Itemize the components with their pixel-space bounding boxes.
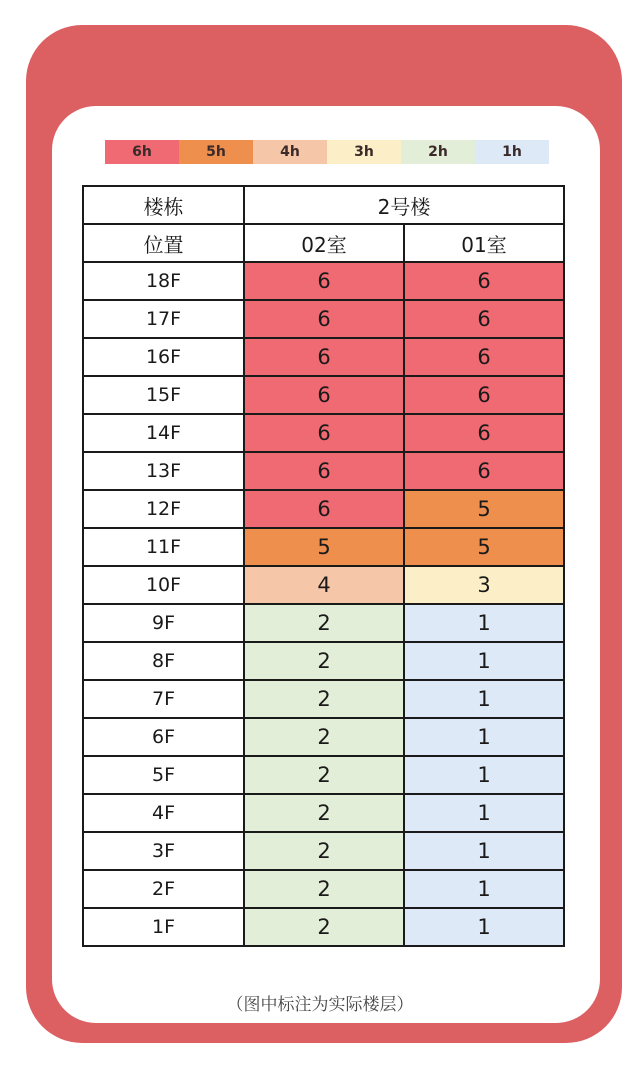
unit-a-hours-cell: 2 (244, 680, 404, 718)
unit-b-hours-cell: 1 (404, 794, 564, 832)
unit-a-hours-cell: 2 (244, 642, 404, 680)
table-row (83, 642, 564, 680)
unit-b-hours-cell: 6 (404, 338, 564, 376)
floor-cell: 18F (83, 262, 244, 300)
unit-b-hours-cell: 1 (404, 908, 564, 946)
table-row (83, 566, 564, 604)
legend-5h-label: 5h (206, 144, 226, 160)
table-row (83, 908, 564, 946)
unit-a-header: 02室 (244, 224, 404, 262)
unit-b-hours-cell: 1 (404, 870, 564, 908)
unit-b-hours-cell: 1 (404, 680, 564, 718)
unit-b-hours-cell: 1 (404, 832, 564, 870)
table-row (83, 680, 564, 718)
legend-2h (401, 140, 475, 164)
floor-cell: 12F (83, 490, 244, 528)
unit-b-hours-cell: 6 (404, 414, 564, 452)
unit-a-hours-cell: 6 (244, 338, 404, 376)
footnote: （图中标注为实际楼层） (226, 995, 414, 1015)
unit-b-header: 01室 (404, 224, 564, 262)
legend-bar (105, 140, 549, 164)
unit-b-hours-cell: 6 (404, 376, 564, 414)
table-row (83, 832, 564, 870)
table-row (83, 604, 564, 642)
table-row (83, 490, 564, 528)
unit-b-hours-cell: 1 (404, 604, 564, 642)
floor-cell: 9F (83, 604, 244, 642)
legend-6h-label: 6h (132, 144, 152, 160)
unit-b-hours-cell: 1 (404, 642, 564, 680)
unit-b-hours-cell: 6 (404, 300, 564, 338)
legend-3h (327, 140, 401, 164)
legend-4h-label: 4h (280, 144, 300, 160)
floor-cell: 17F (83, 300, 244, 338)
unit-b-hours-cell: 6 (404, 262, 564, 300)
sunlight-table (82, 185, 565, 947)
legend-4h (253, 140, 327, 164)
floor-cell: 2F (83, 870, 244, 908)
floor-cell: 3F (83, 832, 244, 870)
floor-cell: 14F (83, 414, 244, 452)
floor-cell: 13F (83, 452, 244, 490)
unit-a-hours-cell: 6 (244, 414, 404, 452)
building-name-cell: 2号楼 (244, 186, 564, 224)
floor-cell: 6F (83, 718, 244, 756)
unit-a-hours-cell: 2 (244, 794, 404, 832)
table-body (83, 262, 564, 946)
table-row (83, 718, 564, 756)
table-row (83, 794, 564, 832)
table-row (83, 338, 564, 376)
legend-6h (105, 140, 179, 164)
unit-a-hours-cell: 6 (244, 452, 404, 490)
position-label-cell: 位置 (83, 224, 244, 262)
unit-a-hours-cell: 5 (244, 528, 404, 566)
header-row-building (83, 186, 564, 224)
legend-3h-label: 3h (354, 144, 374, 160)
unit-b-hours-cell: 1 (404, 756, 564, 794)
header-row-position (83, 224, 564, 262)
unit-a-hours-cell: 2 (244, 832, 404, 870)
legend-1h-label: 1h (502, 144, 522, 160)
unit-a-hours-cell: 2 (244, 908, 404, 946)
floor-cell: 1F (83, 908, 244, 946)
unit-a-hours-cell: 6 (244, 300, 404, 338)
table-row (83, 300, 564, 338)
unit-a-hours-cell: 2 (244, 604, 404, 642)
floor-cell: 10F (83, 566, 244, 604)
table-row (83, 452, 564, 490)
table-row (83, 376, 564, 414)
table-row (83, 870, 564, 908)
unit-a-hours-cell: 6 (244, 490, 404, 528)
unit-b-hours-cell: 1 (404, 718, 564, 756)
floor-cell: 11F (83, 528, 244, 566)
floor-cell: 7F (83, 680, 244, 718)
unit-a-hours-cell: 2 (244, 870, 404, 908)
unit-a-hours-cell: 6 (244, 376, 404, 414)
table-row (83, 528, 564, 566)
floor-cell: 5F (83, 756, 244, 794)
unit-b-hours-cell: 5 (404, 490, 564, 528)
floor-cell: 15F (83, 376, 244, 414)
unit-b-hours-cell: 3 (404, 566, 564, 604)
legend-1h (475, 140, 549, 164)
legend-2h-label: 2h (428, 144, 448, 160)
table-row (83, 262, 564, 300)
building-label-cell: 楼栋 (83, 186, 244, 224)
legend-5h (179, 140, 253, 164)
table-row (83, 756, 564, 794)
table-row (83, 414, 564, 452)
unit-a-hours-cell: 4 (244, 566, 404, 604)
unit-a-hours-cell: 6 (244, 262, 404, 300)
unit-a-hours-cell: 2 (244, 718, 404, 756)
floor-cell: 16F (83, 338, 244, 376)
unit-b-hours-cell: 6 (404, 452, 564, 490)
unit-a-hours-cell: 2 (244, 756, 404, 794)
floor-cell: 8F (83, 642, 244, 680)
unit-b-hours-cell: 5 (404, 528, 564, 566)
floor-cell: 4F (83, 794, 244, 832)
